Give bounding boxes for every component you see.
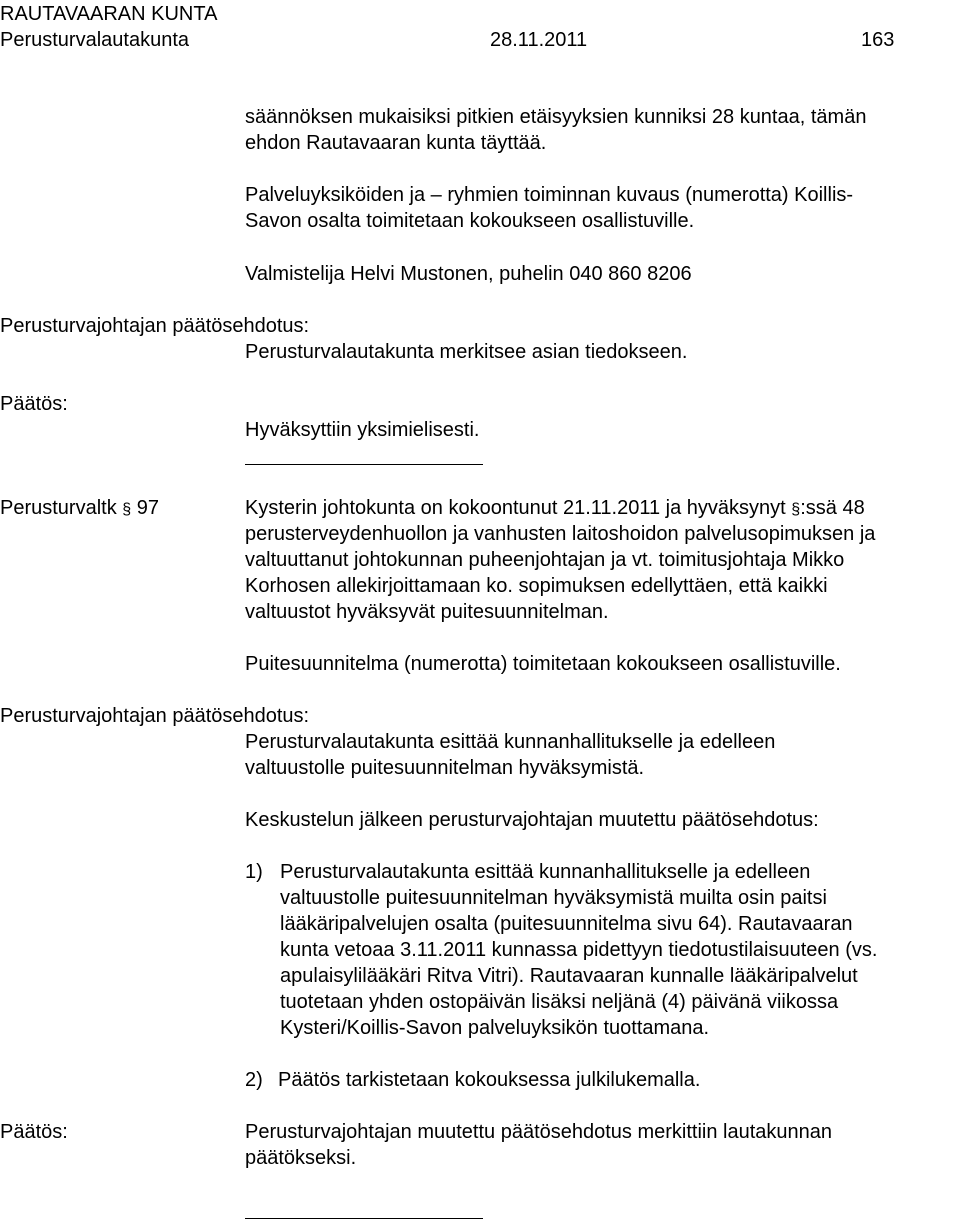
decision-text: päätökseksi.: [245, 1147, 357, 1169]
decision-label: Päätös:: [0, 1121, 68, 1143]
decision-text: Hyväksyttiin yksimielisesti.: [245, 419, 480, 441]
body-text-line: [245, 498, 865, 518]
section-sign: §: [791, 501, 801, 518]
section-sign: §: [122, 501, 132, 518]
body-text-line: säännöksen mukaisiksi pitkien etäisyyksien kunniksi 28 kuntaa, tämän: [245, 106, 867, 128]
list-item-line: kunta vetoaa 3.11.2011 kunnassa pidettyyn tiedotustilaisuuteen (vs.: [280, 939, 878, 961]
separator-line: [245, 1218, 483, 1219]
list-item-line: apulaisylilääkäri Ritva Vitri). Rautavaaran kunnalle lääkäripalvelut: [280, 965, 858, 987]
body-text-line: Korhosen allekirjoittamaan ko. sopimuksen edellyttäen, että kaikki: [245, 575, 828, 597]
section-label-prefix: Perusturvaltk: [0, 497, 117, 519]
proposal-text: Perusturvalautakunta merkitsee asian tiedokseen.: [245, 341, 688, 363]
decision-label: Päätös:: [0, 393, 68, 415]
text-fragment: Kysterin johtokunta on kokoontunut 21.11.2011 ja hyväksynyt: [245, 497, 786, 519]
body-text-line: Palveluyksiköiden ja – ryhmien toiminnan kuvaus (numerotta) Koillis-: [245, 184, 854, 206]
body-text-line: ehdon Rautavaaran kunta täyttää.: [245, 132, 547, 154]
committee-name: Perusturvalautakunta: [0, 29, 190, 51]
section-label: [0, 498, 159, 518]
proposal-label: Perusturvajohtajan päätösehdotus:: [0, 315, 310, 337]
body-text-line: Puitesuunnitelma (numerotta) toimitetaan kokoukseen osallistuville.: [245, 653, 841, 675]
list-item-line: Perusturvalautakunta esittää kunnanhallitukselle ja edelleen: [280, 861, 811, 883]
list-item-line: lääkäripalvelujen osalta (puitesuunnitelma sivu 64). Rautavaaran: [280, 913, 853, 935]
amended-proposal-heading: Keskustelun jälkeen perusturvajohtajan muutettu päätösehdotus:: [245, 809, 819, 831]
proposal-text: valtuustolle puitesuunnitelman hyväksymistä.: [245, 757, 645, 779]
text-fragment: :ssä 48: [800, 497, 865, 519]
page-number: 163: [861, 29, 895, 51]
list-item-line: Päätös tarkistetaan kokouksessa julkilukemalla.: [278, 1069, 701, 1091]
body-text-line: valtuuttanut johtokunnan puheenjohtajan ja vt. toimitusjohtaja Mikko: [245, 549, 845, 571]
list-item-line: tuotetaan yhden ostopäivän lisäksi neljänä (4) päivänä viikossa: [280, 991, 839, 1013]
list-item-line: valtuustolle puitesuunnitelman hyväksymistä muilta osin paitsi: [280, 887, 827, 909]
separator-line: [245, 464, 483, 465]
body-text-line: perusterveydenhuollon ja vanhusten laitoshoidon palvelusopimuksen ja: [245, 523, 876, 545]
proposal-label: Perusturvajohtajan päätösehdotus:: [0, 705, 310, 727]
body-text-line: valtuustot hyväksyvät puitesuunnitelman.: [245, 601, 609, 623]
municipality-name: RAUTAVAARAN KUNTA: [0, 3, 218, 25]
list-item-line: Kysteri/Koillis-Savon palveluyksikön tuottamana.: [280, 1017, 710, 1039]
list-marker: 2): [245, 1069, 263, 1091]
section-number: 97: [136, 497, 159, 519]
meeting-date: 28.11.2011: [490, 29, 588, 51]
list-marker: 1): [245, 861, 263, 883]
proposal-text: Perusturvalautakunta esittää kunnanhallitukselle ja edelleen: [245, 731, 776, 753]
decision-text: Perusturvajohtajan muutettu päätösehdotus merkittiin lautakunnan: [245, 1121, 833, 1143]
preparer-info: Valmistelija Helvi Mustonen, puhelin 040 860 8206: [245, 263, 692, 285]
body-text-line: Savon osalta toimitetaan kokoukseen osallistuville.: [245, 210, 695, 232]
